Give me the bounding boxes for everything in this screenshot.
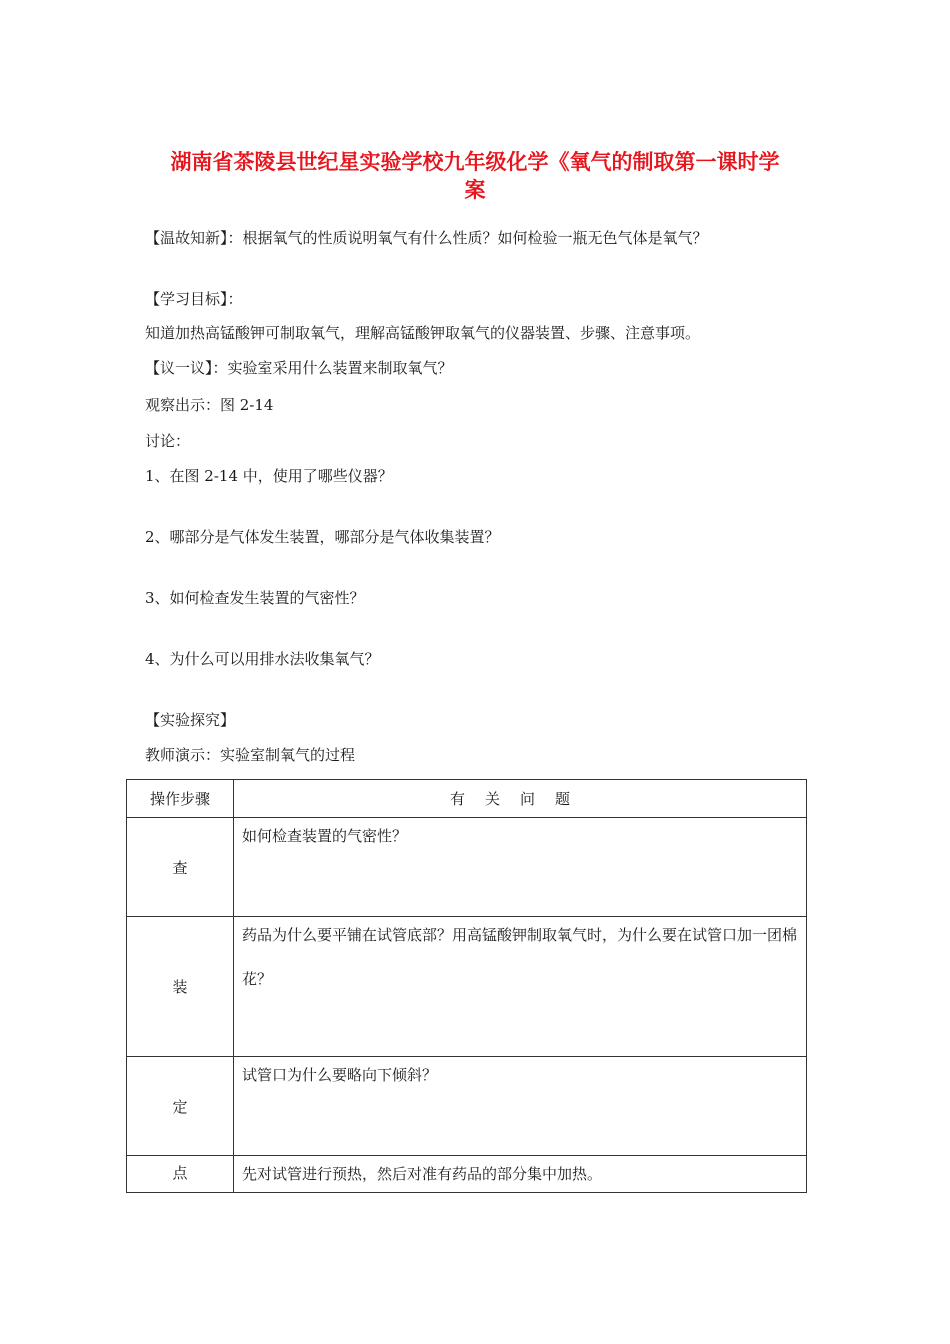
- discussion-question-3: 3、如何检查发生装置的气密性？: [145, 589, 365, 607]
- question-cell: [234, 818, 807, 917]
- table-row: [127, 818, 807, 917]
- review-question: 【温故知新】：根据氧气的性质说明氧气有什么性质？如何检验一瓶无色气体是氧气？: [145, 229, 708, 247]
- question-text: 如何检查装置的气密性？: [242, 827, 408, 845]
- discuss-prompt: 【议一议】：实验室采用什么装置来制取氧气？: [145, 359, 453, 377]
- table-header-row: [127, 780, 807, 818]
- procedure-table: [126, 779, 807, 1193]
- observe-line: 观察出示：图 2-14: [145, 396, 274, 414]
- step-cell: 查: [127, 818, 234, 917]
- table-row: [127, 917, 807, 1057]
- discussion-question-2: 2、哪部分是气体发生装置，哪部分是气体收集装置？: [145, 528, 500, 546]
- document-title: [140, 148, 810, 204]
- discussion-question-1: 1、在图 2-14 中，使用了哪些仪器？: [145, 467, 393, 485]
- title-line-2: 案: [464, 178, 486, 202]
- step-cell: 定: [127, 1057, 234, 1156]
- question-cell: [234, 1156, 807, 1193]
- table-row: [127, 1057, 807, 1156]
- question-cell: [234, 917, 807, 1057]
- discussion-question-4: 4、为什么可以用排水法收集氧气？: [145, 650, 380, 668]
- question-text: 试管口为什么要略向下倾斜？: [242, 1066, 438, 1084]
- discussion-label: 讨论：: [145, 432, 191, 450]
- demo-line: 教师演示：实验室制氧气的过程: [145, 746, 356, 764]
- table-row: [127, 1156, 807, 1193]
- goal-text: 知道加热高锰酸钾可制取氧气，理解高锰酸钾取氧气的仪器装置、步骤、注意事项。: [145, 324, 701, 342]
- header-step: 操作步骤: [127, 780, 234, 818]
- step-cell: 点: [127, 1156, 234, 1193]
- title-line-1: 湖南省茶陵县世纪星实验学校九年级化学《氧气的制取第一课时学: [170, 150, 780, 174]
- goal-heading: 【学习目标】：: [145, 290, 243, 308]
- question-text: 药品为什么要平铺在试管底部？用高锰酸钾制取氧气时，为什么要在试管口加一团棉花？: [242, 926, 798, 988]
- question-text: 先对试管进行预热，然后对准有药品的部分集中加热。: [242, 1165, 603, 1183]
- question-cell: [234, 1057, 807, 1156]
- header-question: 有关问题: [234, 780, 807, 818]
- experiment-heading: 【实验探究】: [145, 711, 236, 729]
- step-cell: 装: [127, 917, 234, 1057]
